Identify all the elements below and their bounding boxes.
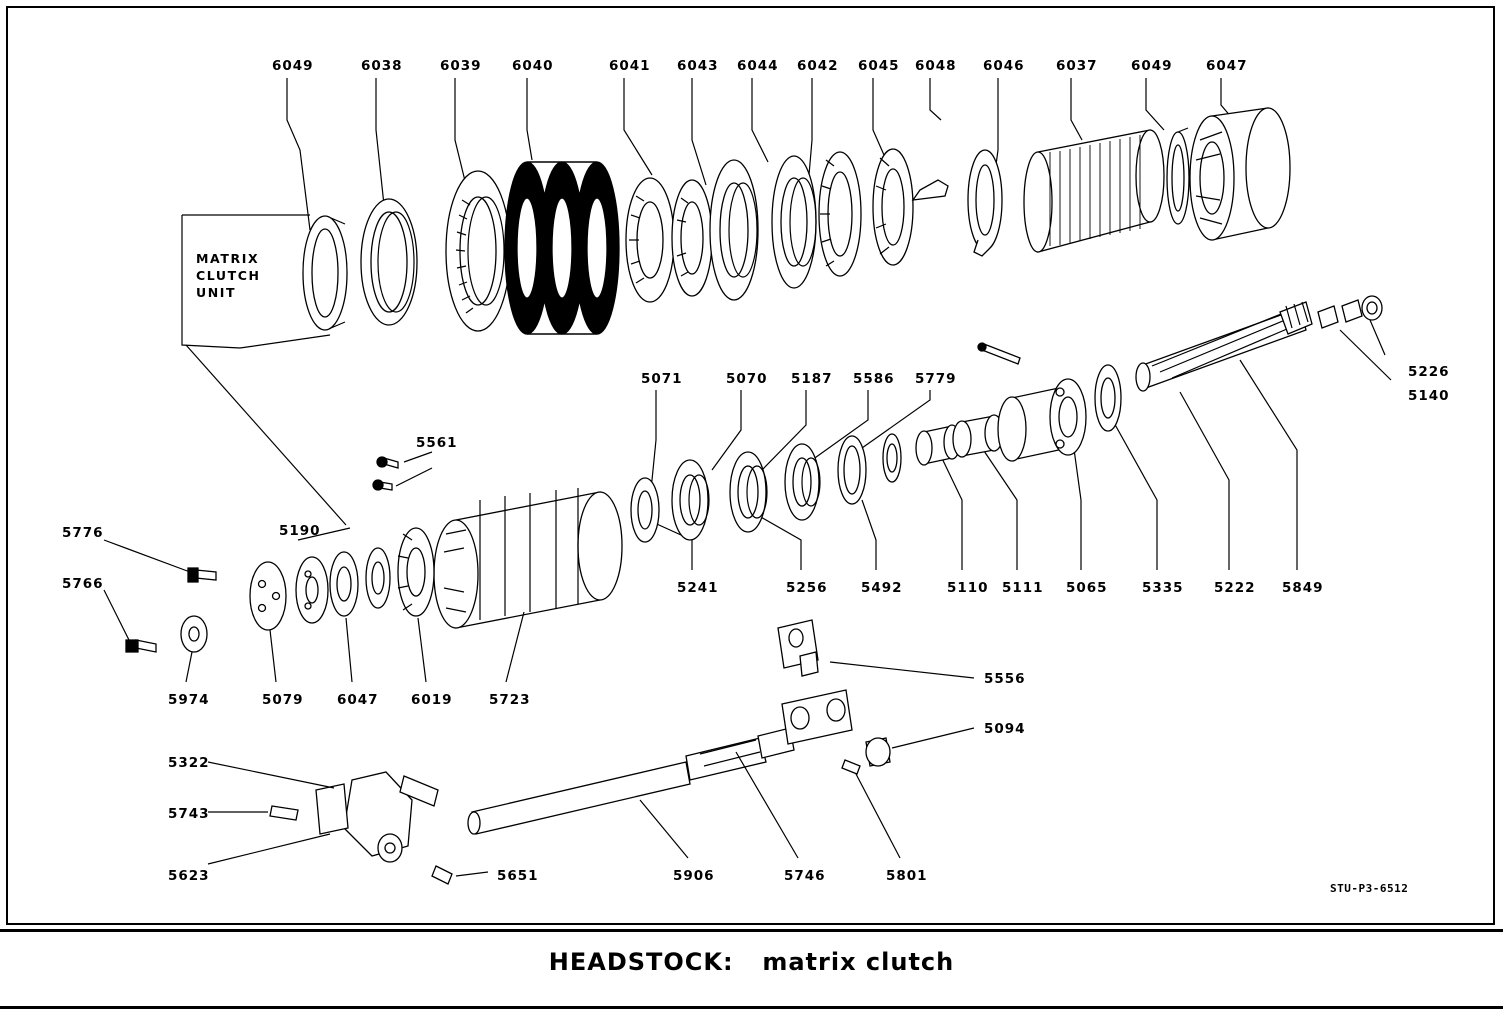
callout-5071: 5071 bbox=[641, 371, 683, 387]
page-title-prefix: HEADSTOCK: bbox=[548, 948, 734, 976]
callout-5110: 5110 bbox=[947, 580, 989, 596]
callout-6039: 6039 bbox=[440, 58, 482, 74]
matrix-line-2: CLUTCH bbox=[196, 268, 261, 283]
callout-5776: 5776 bbox=[62, 525, 104, 541]
page-title bbox=[0, 948, 1503, 976]
callout-5140: 5140 bbox=[1408, 388, 1450, 404]
callout-5623: 5623 bbox=[168, 868, 210, 884]
callout-5335: 5335 bbox=[1142, 580, 1184, 596]
callout-6041: 6041 bbox=[609, 58, 651, 74]
callout-6045: 6045 bbox=[858, 58, 900, 74]
callout-5190: 5190 bbox=[279, 523, 321, 539]
callout-5079: 5079 bbox=[262, 692, 304, 708]
callout-5801: 5801 bbox=[886, 868, 928, 884]
callout-6049-top: 6049 bbox=[272, 58, 314, 74]
callout-5779: 5779 bbox=[915, 371, 957, 387]
callout-5226: 5226 bbox=[1408, 364, 1450, 380]
callout-6047-lower: 6047 bbox=[337, 692, 379, 708]
matrix-line-3: UNIT bbox=[196, 285, 237, 300]
callout-6043: 6043 bbox=[677, 58, 719, 74]
callout-6049-right: 6049 bbox=[1131, 58, 1173, 74]
matrix-clutch-unit-label bbox=[196, 250, 282, 301]
callout-5906: 5906 bbox=[673, 868, 715, 884]
callout-5746: 5746 bbox=[784, 868, 826, 884]
callout-5322: 5322 bbox=[168, 755, 210, 771]
callout-5651: 5651 bbox=[497, 868, 539, 884]
callout-5187: 5187 bbox=[791, 371, 833, 387]
callout-6040: 6040 bbox=[512, 58, 554, 74]
footer-divider-bottom bbox=[0, 1006, 1503, 1009]
diagram-border bbox=[6, 6, 1495, 925]
callout-5561: 5561 bbox=[416, 435, 458, 451]
callout-5094: 5094 bbox=[984, 721, 1026, 737]
callout-5256: 5256 bbox=[786, 580, 828, 596]
callout-6042: 6042 bbox=[797, 58, 839, 74]
callout-5222: 5222 bbox=[1214, 580, 1256, 596]
callout-5849: 5849 bbox=[1282, 580, 1324, 596]
callout-6048: 6048 bbox=[915, 58, 957, 74]
callout-5492: 5492 bbox=[861, 580, 903, 596]
callout-5241: 5241 bbox=[677, 580, 719, 596]
callout-5766: 5766 bbox=[62, 576, 104, 592]
page-title-suffix: matrix clutch bbox=[762, 948, 955, 976]
callout-5723: 5723 bbox=[489, 692, 531, 708]
callout-5065: 5065 bbox=[1066, 580, 1108, 596]
callout-5556: 5556 bbox=[984, 671, 1026, 687]
callout-6044: 6044 bbox=[737, 58, 779, 74]
callout-5111: 5111 bbox=[1002, 580, 1044, 596]
callout-5974: 5974 bbox=[168, 692, 210, 708]
callout-6046: 6046 bbox=[983, 58, 1025, 74]
callout-6019: 6019 bbox=[411, 692, 453, 708]
callout-5586: 5586 bbox=[853, 371, 895, 387]
callout-6038: 6038 bbox=[361, 58, 403, 74]
callout-5070: 5070 bbox=[726, 371, 768, 387]
callout-5743: 5743 bbox=[168, 806, 210, 822]
matrix-line-1: MATRIX bbox=[196, 251, 260, 266]
callout-6037: 6037 bbox=[1056, 58, 1098, 74]
callout-6047-top: 6047 bbox=[1206, 58, 1248, 74]
drawing-reference-code: STU-P3-6512 bbox=[1330, 882, 1409, 895]
footer-divider-top bbox=[0, 929, 1503, 932]
